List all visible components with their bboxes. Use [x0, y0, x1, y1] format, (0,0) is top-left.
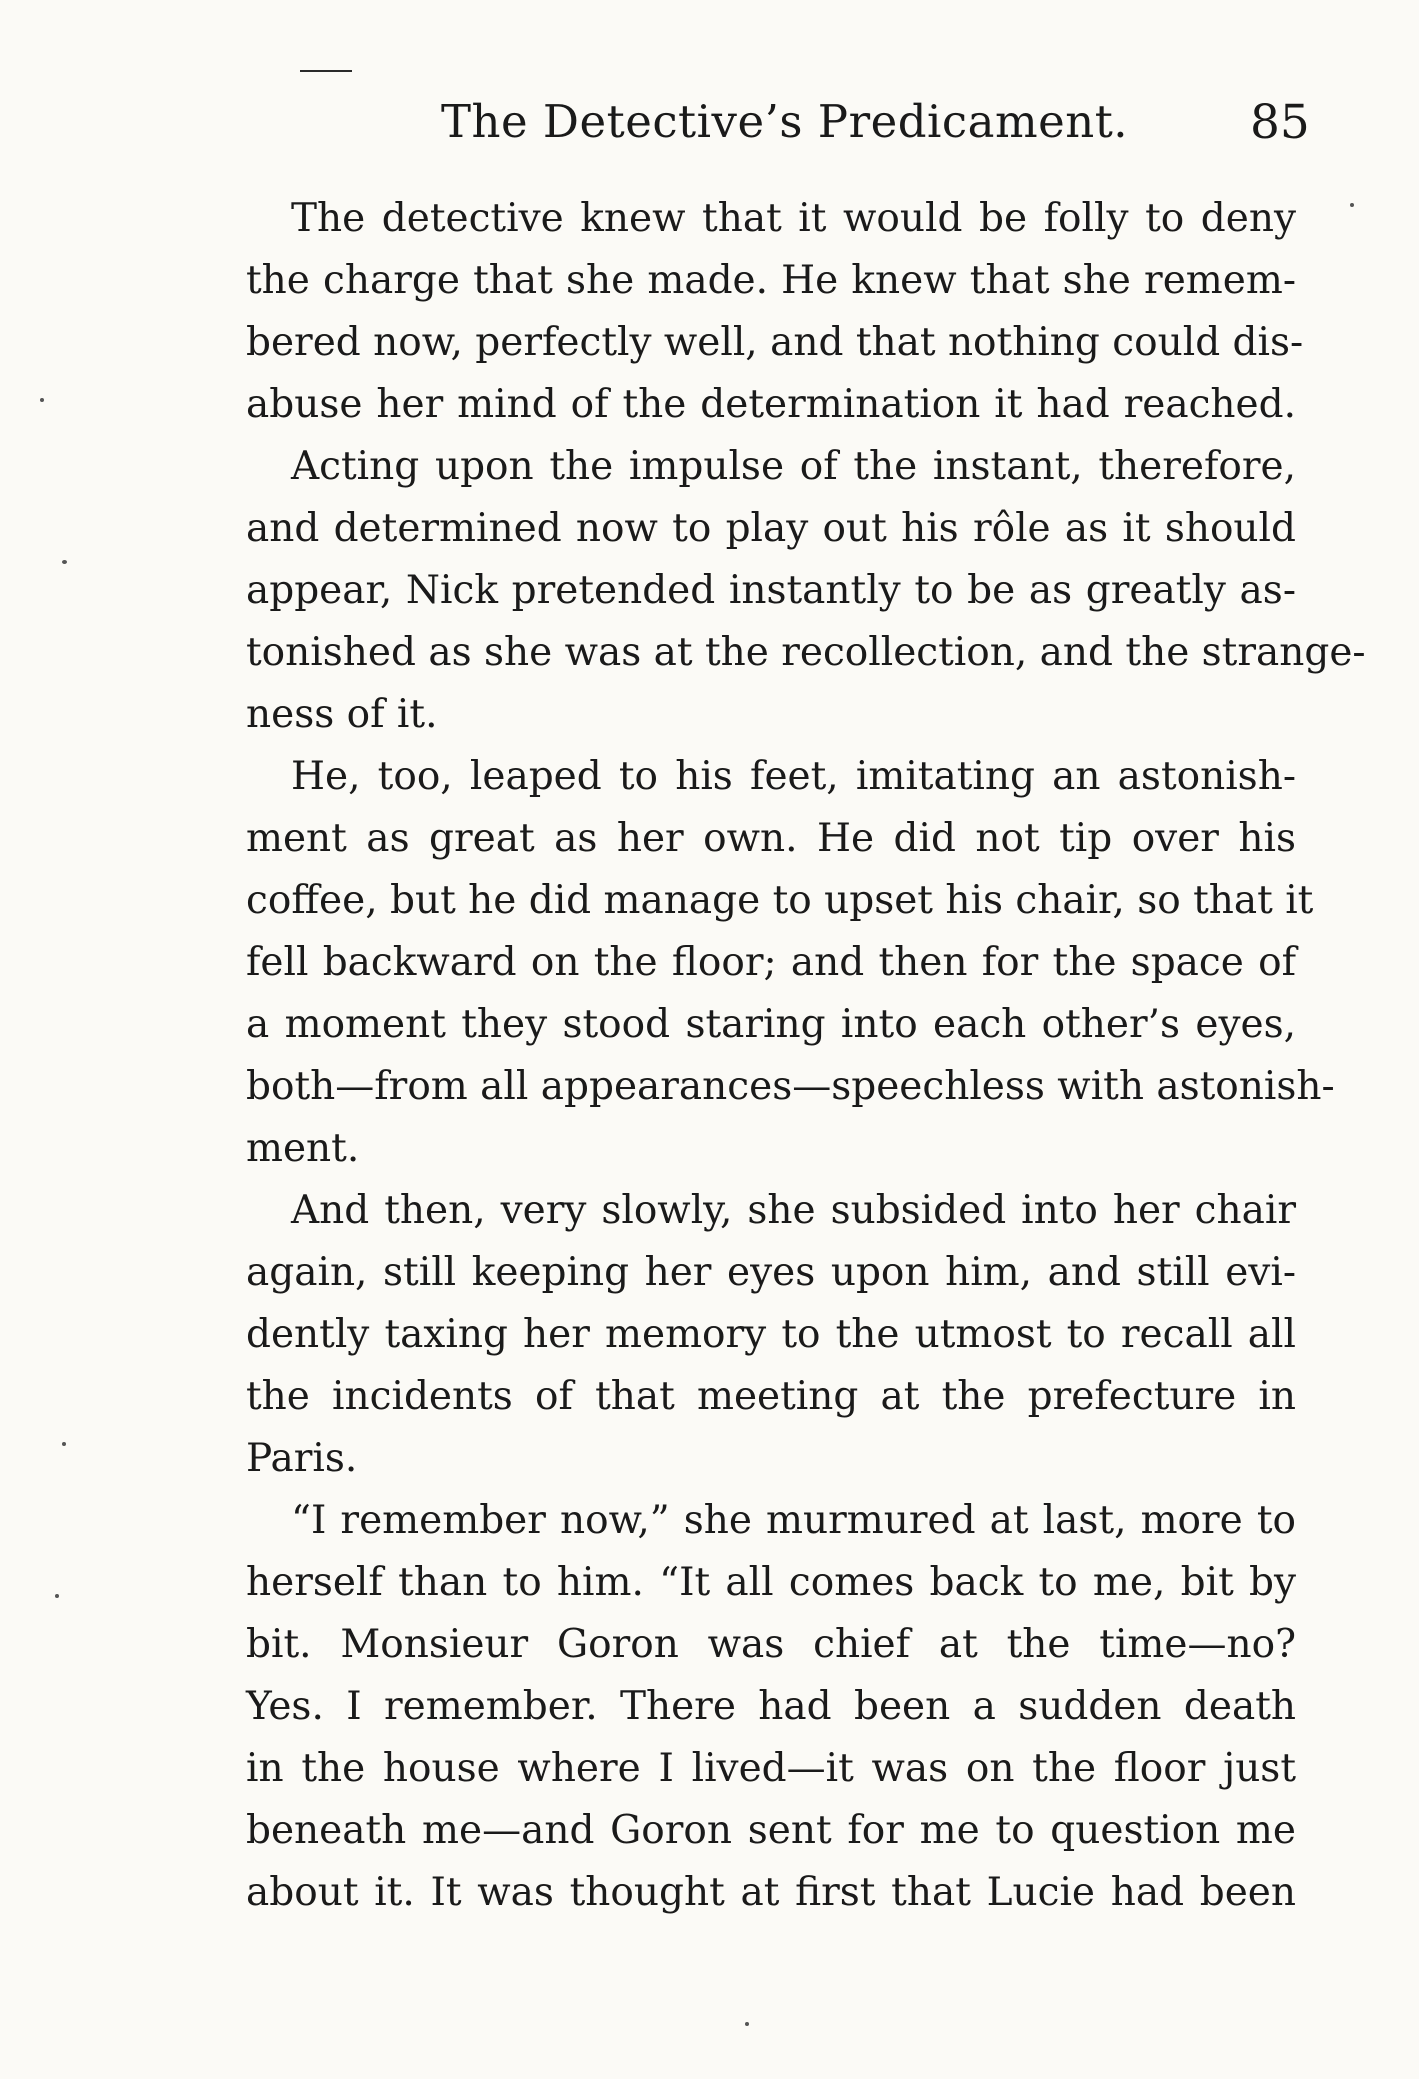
text-line: herself than to him. “It all comes back to me, bit by: [246, 1560, 1296, 1605]
page-number: 85: [1250, 95, 1310, 150]
text-line: the charge that she made. He knew that she remem-: [246, 258, 1296, 303]
text-line: again, still keeping her eyes upon him, and still evi-: [246, 1250, 1296, 1295]
running-head: [246, 95, 1310, 155]
printer-mark: [300, 70, 352, 72]
text-line: both—from all appearances—speechless with astonish-: [246, 1064, 1335, 1109]
scan-speck: [62, 1442, 66, 1446]
text-line: bit. Monsieur Goron was chief at the time—no?: [246, 1622, 1296, 1667]
scan-speck: [745, 2022, 749, 2026]
text-line: Yes. I remember. There had been a sudden death: [246, 1684, 1296, 1729]
text-line: “I remember now,” she murmured at last, more to: [291, 1498, 1296, 1543]
text-line: fell backward on the floor; and then for the space of: [246, 940, 1296, 985]
scan-speck: [1350, 203, 1354, 207]
text-line: abuse her mind of the determination it had reached.: [246, 382, 1296, 427]
text-line: beneath me—and Goron sent for me to question me: [246, 1808, 1296, 1853]
text-line: about it. It was thought at first that Lucie had been: [246, 1870, 1296, 1915]
text-line: tonished as she was at the recollection, and the strange-: [246, 630, 1366, 675]
text-line: the incidents of that meeting at the prefecture in: [246, 1374, 1296, 1419]
text-line: a moment they stood staring into each other’s eyes,: [246, 1002, 1296, 1047]
text-line: And then, very slowly, she subsided into her chair: [291, 1188, 1296, 1233]
text-line: dently taxing her memory to the utmost to recall all: [246, 1312, 1296, 1357]
text-line: coffee, but he did manage to upset his chair, so that it: [246, 878, 1314, 923]
text-line: Paris.: [246, 1436, 358, 1481]
text-line: ment as great as her own. He did not tip over his: [246, 816, 1296, 861]
text-line: ness of it.: [246, 692, 438, 737]
text-line: bered now, perfectly well, and that nothing could dis-: [246, 320, 1304, 365]
body-text: [246, 188, 1366, 1924]
scan-speck: [62, 560, 67, 564]
text-line: He, too, leaped to his feet, imitating an astonish-: [291, 754, 1296, 799]
scan-speck: [40, 398, 44, 402]
running-title: The Detective’s Predicament.: [441, 95, 1129, 148]
scan-speck: [55, 1594, 59, 1598]
text-line: and determined now to play out his rôle as it should: [246, 506, 1296, 551]
text-line: in the house where I lived—it was on the floor just: [246, 1746, 1296, 1791]
text-line: Acting upon the impulse of the instant, therefore,: [291, 444, 1296, 489]
text-line: ment.: [246, 1126, 360, 1171]
text-line: The detective knew that it would be folly to deny: [291, 196, 1296, 241]
text-line: appear, Nick pretended instantly to be as greatly as-: [246, 568, 1296, 613]
